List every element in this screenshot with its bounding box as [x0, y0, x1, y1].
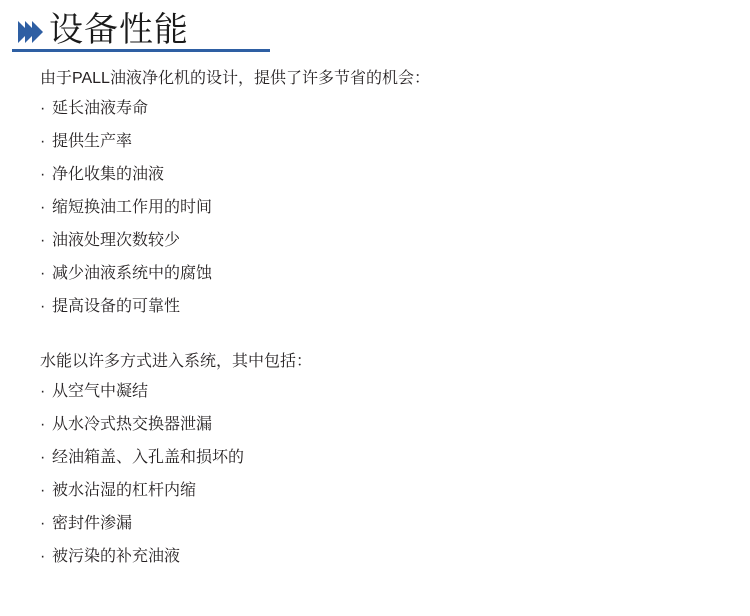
slide-body	[40, 68, 720, 579]
chevron-right-icon	[18, 21, 39, 43]
list-item: · 缩短换油工作用的时间	[40, 197, 720, 219]
list-item: · 被污染的补充油液	[40, 546, 720, 568]
slide-title-row	[12, 6, 189, 54]
list-item: · 提高设备的可靠性	[40, 296, 720, 318]
list-item: · 密封件渗漏	[40, 513, 720, 535]
list-item: · 油液处理次数较少	[40, 230, 720, 252]
title-underline	[12, 49, 270, 52]
list-item: · 从空气中凝结	[40, 381, 720, 403]
list-item: · 提供生产率	[40, 131, 720, 153]
list-item: · 净化收集的油液	[40, 164, 720, 186]
section-1-bullet-list	[40, 98, 720, 318]
list-item: · 减少油液系统中的腐蚀	[40, 263, 720, 285]
section-1-lead: 由于PALL油液净化机的设计，提供了许多节省的机会：	[40, 70, 430, 87]
section-divider-space	[40, 329, 720, 351]
list-item: · 从水冷式热交换器泄漏	[40, 414, 720, 436]
list-item: · 被水沾湿的杠杆内缩	[40, 480, 720, 502]
page-title: 设备性能	[49, 11, 189, 49]
section-2-lead: 水能以许多方式进入系统，其中包括：	[40, 353, 313, 370]
list-item: · 经油箱盖、入孔盖和损坏的	[40, 447, 720, 469]
section-2-bullet-list	[40, 381, 720, 568]
list-item: · 延长油液寿命	[40, 98, 720, 120]
